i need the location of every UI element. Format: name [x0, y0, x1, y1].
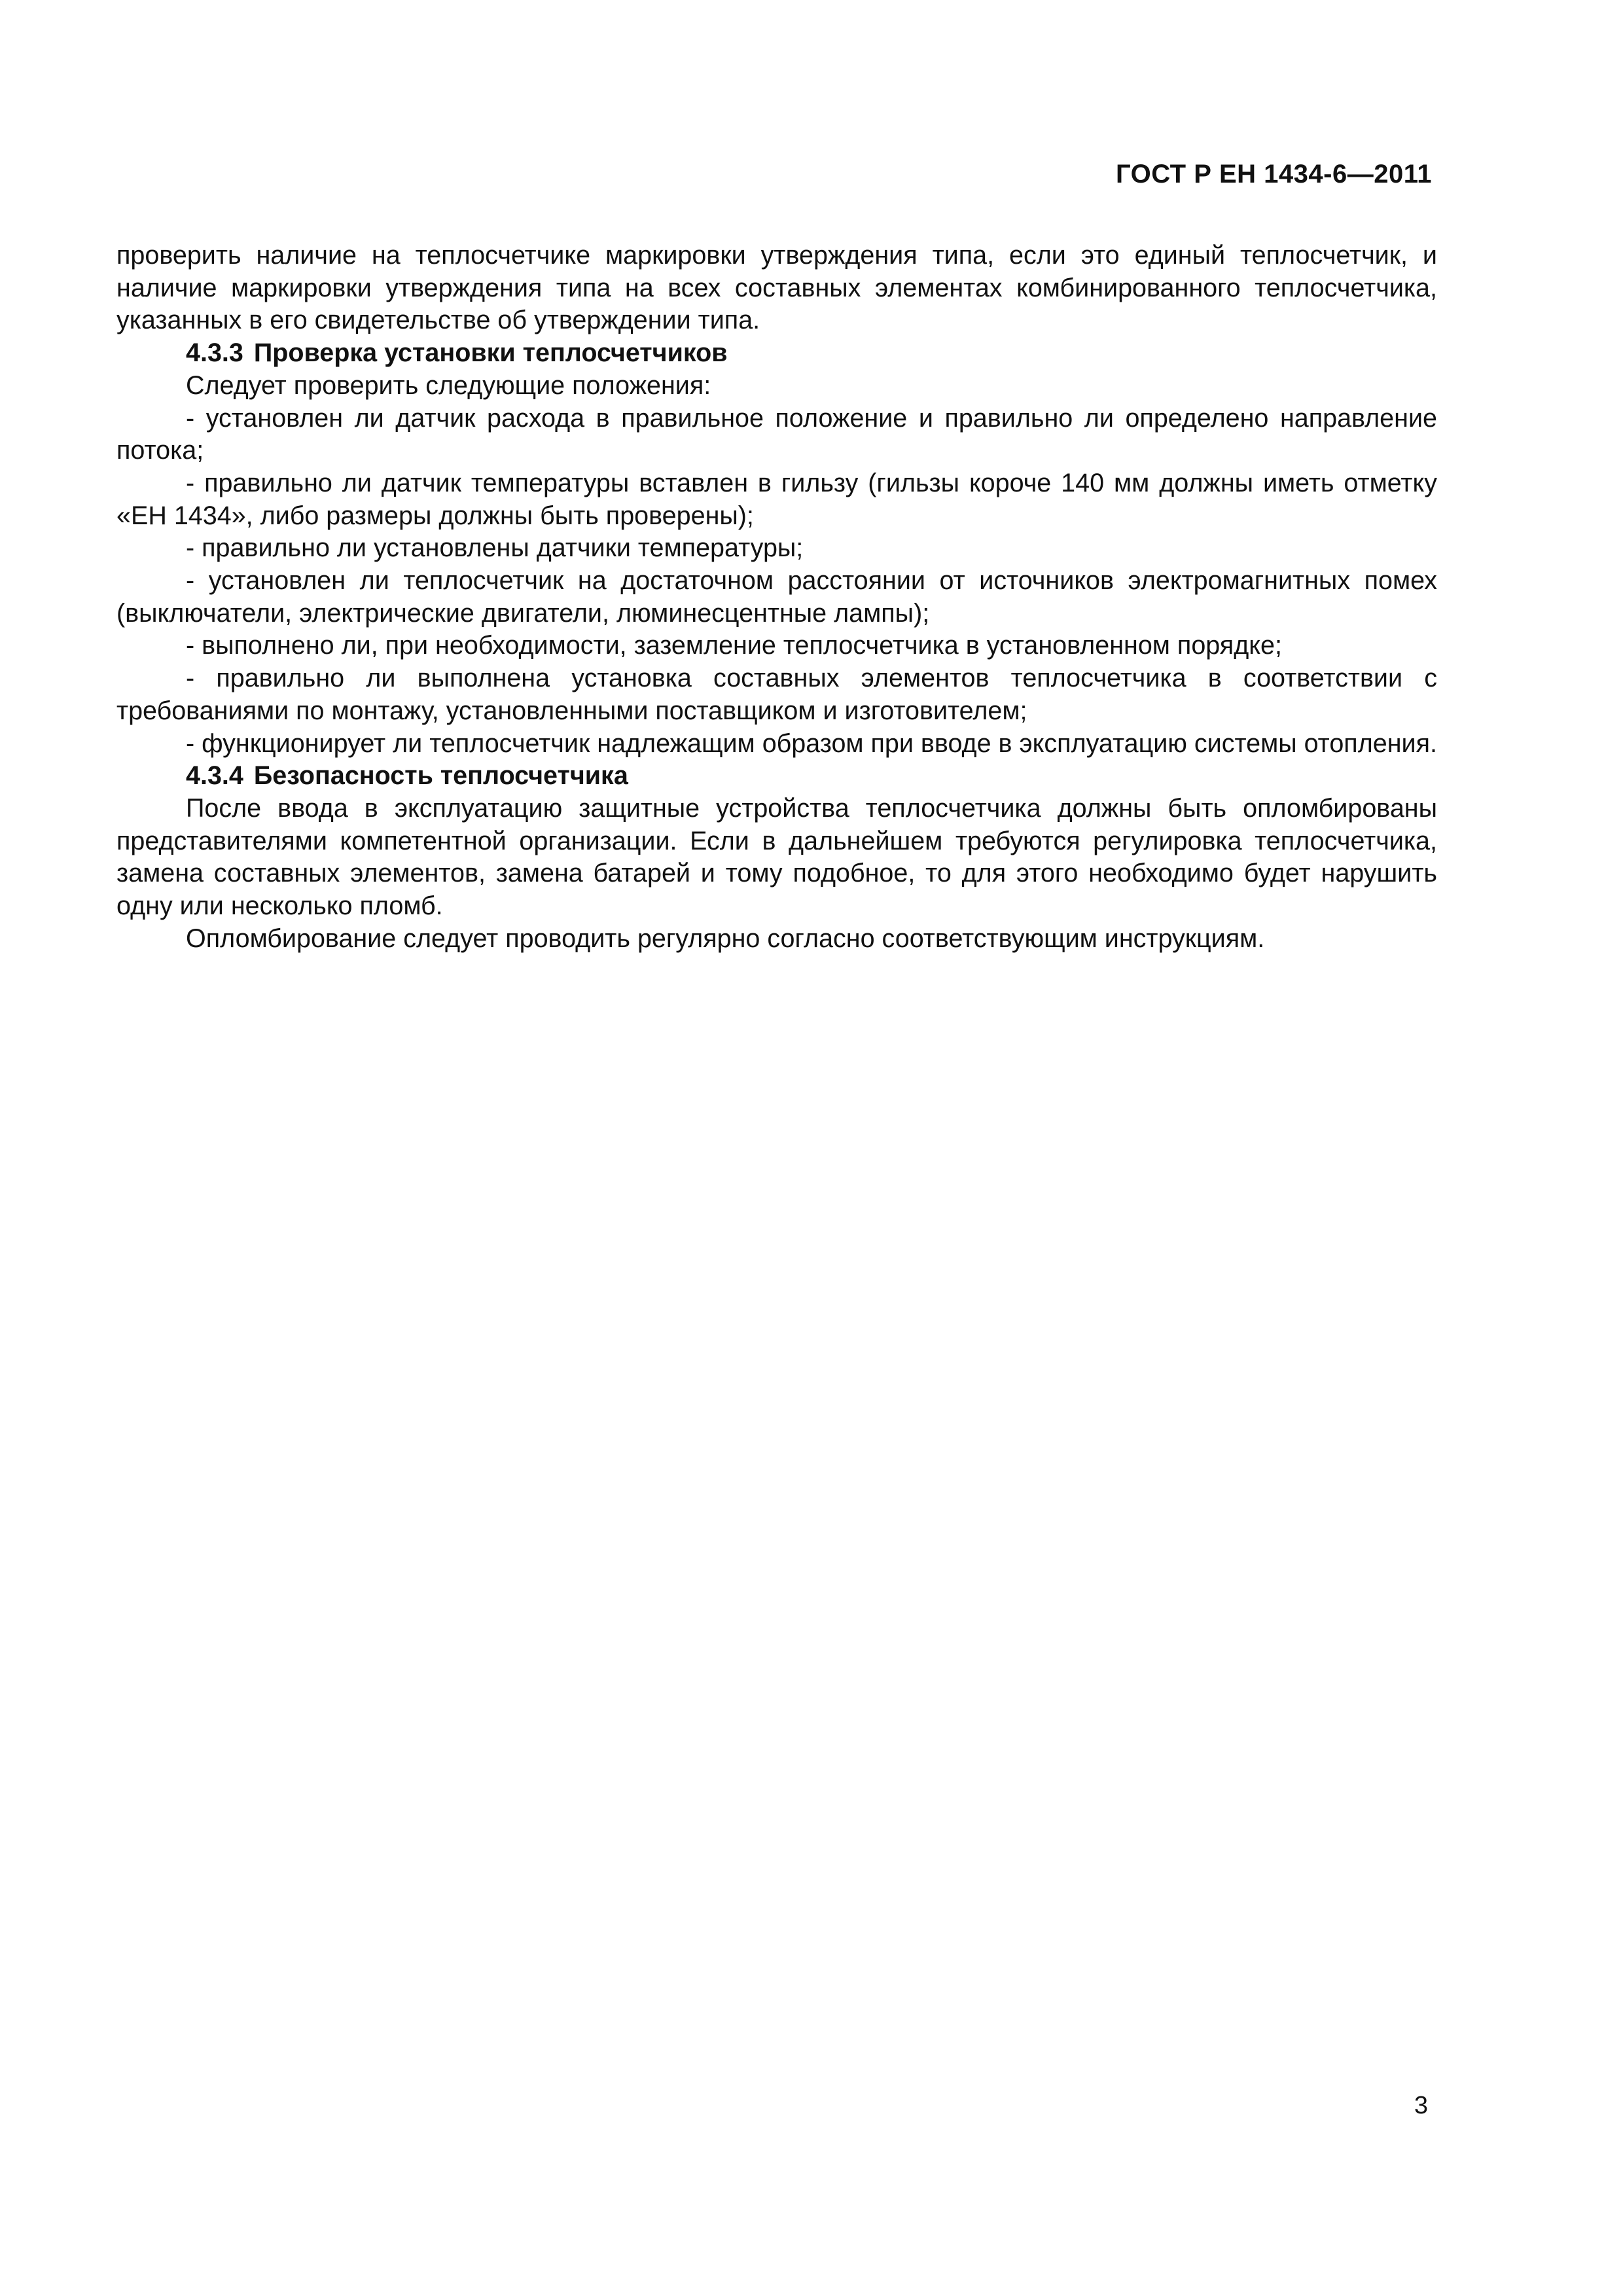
page-number: 3	[1414, 2092, 1428, 2119]
check-item: - правильно ли выполнена установка составных элементов теплосчетчика в соответствии с требованиями по монтажу, установленными поставщиком и изготовителем;	[116, 664, 1437, 725]
section-4-3-4-heading	[116, 760, 1437, 793]
check-item: - правильно ли датчик температуры вставлен в гильзу (гильзы короче 140 мм должны иметь отметку «ЕН 1434», либо размеры должны быть проверены);	[116, 468, 1437, 530]
page-content	[116, 240, 1437, 955]
check-item: - выполнено ли, при необходимости, заземление теплосчетчика в установленном порядке;	[186, 631, 1282, 660]
section-4-3-3-heading	[116, 337, 1437, 370]
section-number: 4.3.3	[186, 338, 243, 368]
check-item: - установлен ли теплосчетчик на достаточном расстоянии от источников электромагнитных помех (выключатели, электрические двигатели, люминесцентные лампы);	[116, 566, 1437, 628]
section-number: 4.3.4	[186, 761, 243, 791]
body-paragraph: После ввода в эксплуатацию защитные устройства теплосчетчика должны быть опломбированы представителями компетентной организации. Если в дальнейшем требуются регулировка теплосчетчика, замена составных элементов, замена батарей и тому подобное, то для этого необходимо будет нарушить одну или несколько пломб.	[116, 793, 1437, 921]
section-lead-paragraph: Следует проверить следующие положения:	[186, 370, 711, 400]
check-item: - правильно ли установлены датчики температуры;	[186, 533, 804, 563]
section-title: Проверка установки теплосчетчиков	[253, 338, 728, 368]
section-title: Безопасность теплосчетчика	[253, 761, 628, 791]
intro-paragraph: проверить наличие на теплосчетчике маркировки утверждения типа, если это единый теплосчетчик, и наличие маркировки утверждения типа на всех составных элементах комбинированного теплосчетчика, указанных в его свидетельстве об утверждении типа.	[116, 241, 1437, 335]
body-paragraph: Опломбирование следует проводить регулярно согласно соответствующим инструкциям.	[186, 924, 1265, 953]
document-code-header: ГОСТ Р ЕН 1434-6—2011	[1116, 160, 1432, 188]
check-item: - установлен ли датчик расхода в правильное положение и правильно ли определено направление потока;	[116, 403, 1437, 465]
check-item: - функционирует ли теплосчетчик надлежащим образом при вводе в эксплуатацию системы отопления.	[186, 728, 1437, 758]
